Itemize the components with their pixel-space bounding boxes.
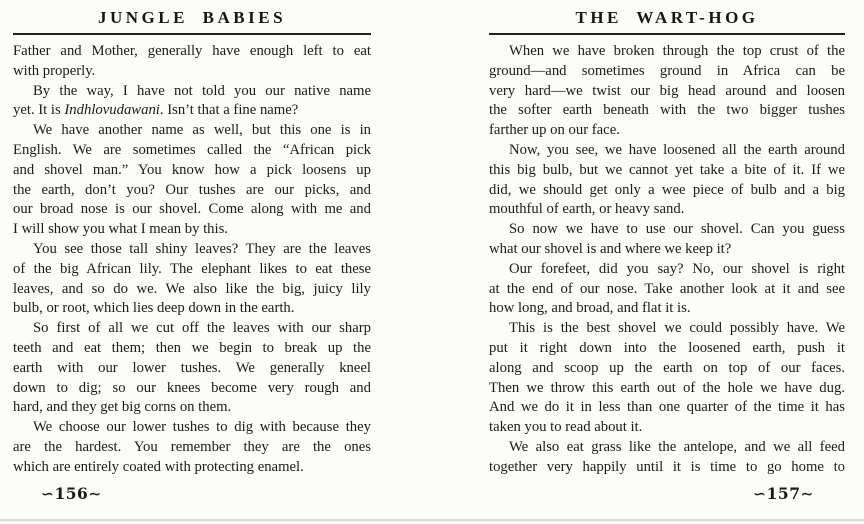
- text-line: taken you to read about it.: [489, 419, 643, 436]
- text-line: We also eat grass like the antelope, and we all feed: [509, 438, 845, 455]
- paragraph: [13, 240, 371, 319]
- page-number: ∽157∼: [753, 484, 814, 503]
- text-line: Our forefeet, did you say? No, our shovel is right: [509, 260, 845, 277]
- text-line: what our shovel is and where we keep it?: [489, 240, 732, 257]
- text-line: I will show you what I mean by this.: [13, 221, 228, 238]
- scan-edge: [0, 519, 864, 521]
- text-line: are the hardest. You remember they are the ones: [13, 438, 371, 455]
- text-line: this big bulb, but we cannot yet take a bite of it. If we: [489, 161, 845, 178]
- text-line: and shovel man.” You know how a pick loosens up: [13, 161, 371, 178]
- text-line: We have another name as well, but this one is in: [33, 122, 371, 139]
- paragraph: [489, 141, 845, 220]
- text-line: And we do it in less than one quarter of the time it has: [489, 399, 845, 416]
- paragraph: [13, 121, 371, 240]
- page-number: ∽156∼: [41, 484, 102, 503]
- text-line: Father and Mother, generally have enough left to eat: [13, 43, 371, 59]
- text-line: put it right down into the loosened earth, push it: [489, 339, 845, 356]
- text-line: the softer earth beneath with the two bigger tushes: [489, 102, 845, 119]
- text-line: By the way, I have not told you our native name: [33, 82, 371, 99]
- text-line: farther up on our face.: [489, 122, 620, 139]
- text-line: So now we have to use our shovel. Can you guess: [509, 221, 845, 238]
- page-header: THE WART-HOG: [575, 8, 759, 27]
- text-line: down to dig; so our knees become very rough and: [13, 379, 371, 396]
- page-body: [13, 42, 371, 478]
- text-line: did, we should get only a wee piece of bulb and a big: [489, 181, 845, 198]
- text-line: which are entirely coated with protecting enamel.: [13, 458, 304, 475]
- page-header: JUNGLE BABIES: [97, 8, 287, 27]
- text-line: teeth and eat them; then we begin to break up the: [13, 339, 371, 356]
- text-line: leaves, and so do we. We also like the big, juicy lily: [13, 280, 371, 297]
- text-line: Then we throw this earth out of the hole we have dug.: [489, 379, 845, 396]
- text-line: at the end of our nose. Take another look at it and see: [489, 280, 845, 297]
- text-line: When we have broken through the top crust of the: [509, 43, 845, 59]
- text-line: our broad nose is our shovel. Come along with me and: [13, 201, 371, 218]
- paragraph: [489, 220, 845, 260]
- page-body: [489, 42, 845, 478]
- text-line: how long, and broad, and flat it is.: [489, 300, 691, 317]
- text-line: mouthful of earth, or heavy sand.: [489, 201, 685, 218]
- header-rule: [489, 33, 845, 35]
- text-line: We choose our lower tushes to dig with because they: [33, 419, 371, 436]
- paragraph: [489, 319, 845, 438]
- paragraph: [489, 42, 845, 141]
- text-line: You see those tall shiny leaves? They are the leaves: [33, 240, 371, 257]
- right-page: [489, 0, 845, 524]
- header-rule: [13, 33, 371, 35]
- text-line: yet. It is Indhlovudawani. Isn’t that a fine name?: [13, 102, 299, 119]
- text-line: hard, and they get big corns on them.: [13, 399, 232, 416]
- text-line: of the big African lily. The elephant likes to eat these: [13, 260, 371, 277]
- paragraph: [489, 260, 845, 319]
- text-line: very hard—we twist our big head around and loosen: [489, 82, 845, 99]
- text-line: So first of all we cut off the leaves with our sharp: [33, 320, 371, 337]
- paragraph: [13, 42, 371, 82]
- paragraph: [13, 319, 371, 418]
- text-line: with properly.: [13, 62, 96, 79]
- text-line: bulb, or root, which lies deep down in the earth.: [13, 300, 295, 317]
- text-line: earth with our lower tushes. We generally kneel: [13, 359, 371, 376]
- paragraph: [489, 438, 845, 478]
- text-line: along and scoop up the earth on top of our faces.: [489, 359, 845, 376]
- text-line: ground—and sometimes ground in Africa can be: [489, 62, 845, 79]
- text-line: the earth, don’t you? Our tushes are our picks, and: [13, 181, 371, 198]
- left-page: [13, 0, 371, 524]
- text-line: together very happily until it is time to go home to: [489, 458, 845, 475]
- paragraph: [13, 82, 371, 122]
- text-line: This is the best shovel we could possibly have. We: [509, 320, 845, 337]
- text-line: Now, you see, we have loosened all the earth around: [509, 141, 845, 158]
- text-line: English. We are sometimes called the “African pick: [13, 141, 371, 158]
- paragraph: [13, 418, 371, 477]
